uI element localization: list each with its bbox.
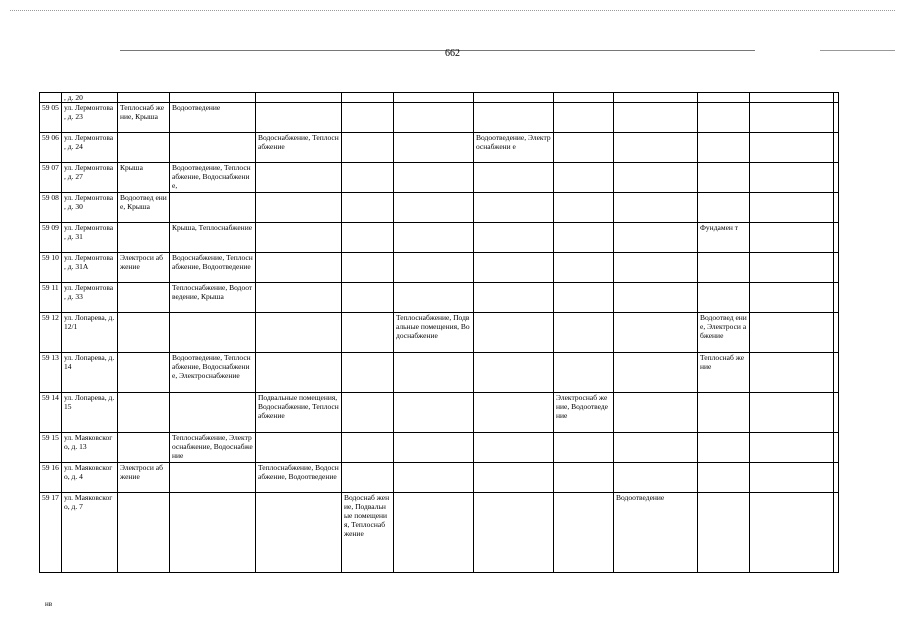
work-type-cell (394, 223, 474, 253)
work-type-cell (170, 393, 256, 433)
work-type-cell (118, 393, 170, 433)
work-type-cell: Водоотведение, Теплоснабжение, Водоснабжение, (170, 163, 256, 193)
work-type-cell (750, 223, 834, 253)
work-type-cell (614, 223, 698, 253)
work-type-cell (118, 133, 170, 163)
address-cell: ул. Лермонтова , д. 23 (62, 103, 118, 133)
row-number-cell: 59 13 (40, 353, 62, 393)
work-type-cell (256, 223, 342, 253)
row-number-cell: 59 12 (40, 313, 62, 353)
address-cell: ул. Маяковског о, д. 7 (62, 493, 118, 573)
work-type-cell (474, 313, 554, 353)
work-type-cell (474, 163, 554, 193)
work-type-cell: Крыша (118, 163, 170, 193)
work-type-cell (554, 223, 614, 253)
work-type-cell (698, 163, 750, 193)
work-type-cell: Электроснаб жение, Водоотведе ние (554, 393, 614, 433)
table-row (40, 103, 839, 133)
work-type-cell (834, 93, 839, 103)
work-type-cell (834, 313, 839, 353)
row-number-cell: 59 06 (40, 133, 62, 163)
table-row (40, 283, 839, 313)
work-type-cell (342, 223, 394, 253)
row-number-cell: 59 05 (40, 103, 62, 133)
work-type-cell (554, 163, 614, 193)
work-type-cell (614, 133, 698, 163)
work-type-cell (474, 463, 554, 493)
work-type-cell (750, 433, 834, 463)
work-type-cell (170, 133, 256, 163)
work-type-cell (394, 283, 474, 313)
work-type-cell: Водоотвед ение, Крыша (118, 193, 170, 223)
work-type-cell (118, 493, 170, 573)
work-type-cell (834, 163, 839, 193)
address-cell: ул. Лопарева, д. 12/1 (62, 313, 118, 353)
row-number-cell: 59 10 (40, 253, 62, 283)
work-type-cell (698, 193, 750, 223)
work-type-cell (834, 193, 839, 223)
work-type-cell (170, 493, 256, 573)
work-type-cell: Электроси абжение (118, 253, 170, 283)
row-number-cell: 59 09 (40, 223, 62, 253)
row-number-cell (40, 93, 62, 103)
work-type-cell (698, 93, 750, 103)
work-type-cell (834, 253, 839, 283)
work-type-cell (750, 353, 834, 393)
work-type-cell (834, 103, 839, 133)
row-number-cell: 59 15 (40, 433, 62, 463)
work-type-cell (750, 313, 834, 353)
row-number-cell: 59 11 (40, 283, 62, 313)
work-type-cell (750, 493, 834, 573)
work-type-cell (698, 493, 750, 573)
work-type-cell (256, 283, 342, 313)
work-type-cell (554, 103, 614, 133)
work-type-cell (554, 93, 614, 103)
work-type-cell (170, 193, 256, 223)
work-type-cell (698, 393, 750, 433)
work-type-cell (474, 103, 554, 133)
work-type-cell (342, 313, 394, 353)
work-type-cell: Водоотведение, Теплоснабжение, Водоснабжение, Электроснабжение (170, 353, 256, 393)
work-type-cell (342, 133, 394, 163)
work-type-cell (698, 103, 750, 133)
work-type-cell (834, 493, 839, 573)
work-type-cell (750, 163, 834, 193)
work-type-cell (342, 353, 394, 393)
work-type-cell (256, 433, 342, 463)
page-number: 662 (445, 48, 460, 59)
work-type-cell: Водоотведение (170, 103, 256, 133)
work-type-cell (750, 283, 834, 313)
work-type-cell (554, 253, 614, 283)
work-type-cell (118, 223, 170, 253)
work-type-cell (170, 463, 256, 493)
work-type-cell (394, 393, 474, 433)
work-type-cell: Фундамен т (698, 223, 750, 253)
work-type-cell (394, 103, 474, 133)
table-row (40, 463, 839, 493)
work-type-cell: Подвальные помещения, Водоснабжение, Теплоснабжение (256, 393, 342, 433)
address-cell: ул. Лермонтова , д. 33 (62, 283, 118, 313)
work-type-cell (834, 223, 839, 253)
work-type-cell (256, 93, 342, 103)
work-type-cell (394, 463, 474, 493)
address-cell: ул. Лермонтова , д. 24 (62, 133, 118, 163)
row-number-cell: 59 16 (40, 463, 62, 493)
repair-schedule-table (39, 92, 839, 573)
work-type-cell (118, 433, 170, 463)
work-type-cell (256, 163, 342, 193)
work-type-cell (474, 253, 554, 283)
address-cell: ул. Маяковског о, д. 4 (62, 463, 118, 493)
work-type-cell: Водоснабжение, Теплоснабжение (256, 133, 342, 163)
work-type-cell (342, 163, 394, 193)
table-row (40, 313, 839, 353)
work-type-cell (474, 223, 554, 253)
address-cell: ул. Лермонтова , д. 27 (62, 163, 118, 193)
work-type-cell (342, 433, 394, 463)
work-type-cell (614, 103, 698, 133)
work-type-cell (256, 253, 342, 283)
work-type-cell (554, 433, 614, 463)
work-type-cell (256, 103, 342, 133)
address-cell: ул. Лермонтова , д. 31А (62, 253, 118, 283)
work-type-cell: Крыша, Теплоснабжение (170, 223, 256, 253)
address-cell: ул. Лермонтова , д. 31 (62, 223, 118, 253)
work-type-cell (834, 353, 839, 393)
work-type-cell (256, 193, 342, 223)
work-type-cell (834, 283, 839, 313)
table-row (40, 393, 839, 433)
table-row (40, 433, 839, 463)
work-type-cell: Водоснаб жение, Подвальн ые помещени я, Теплоснаб жение (342, 493, 394, 573)
work-type-cell (394, 353, 474, 393)
work-type-cell (118, 313, 170, 353)
work-type-cell (394, 133, 474, 163)
work-type-cell (614, 283, 698, 313)
work-type-cell (342, 463, 394, 493)
address-cell: ул. Маяковског о, д. 13 (62, 433, 118, 463)
work-type-cell: Теплоснабжение, Водоснабжение, Водоотведение (256, 463, 342, 493)
work-type-cell: Теплоснабжение, Водоотведение, Крыша (170, 283, 256, 313)
row-number-cell: 59 08 (40, 193, 62, 223)
scan-artifact-line (10, 10, 895, 11)
work-type-cell (614, 313, 698, 353)
table-row (40, 133, 839, 163)
work-type-cell (256, 313, 342, 353)
work-type-cell (750, 463, 834, 493)
work-type-cell (474, 433, 554, 463)
work-type-cell (834, 433, 839, 463)
work-type-cell (170, 313, 256, 353)
work-type-cell (834, 463, 839, 493)
work-type-cell (698, 133, 750, 163)
work-type-cell (342, 393, 394, 433)
work-type-cell (394, 93, 474, 103)
work-type-cell (394, 253, 474, 283)
work-type-cell (474, 283, 554, 313)
row-number-cell: 59 14 (40, 393, 62, 433)
work-type-cell: Водоотведение, Электроснабжени е (474, 133, 554, 163)
work-type-cell (834, 393, 839, 433)
table-row (40, 253, 839, 283)
work-type-cell (554, 313, 614, 353)
row-number-cell: 59 17 (40, 493, 62, 573)
work-type-cell (750, 253, 834, 283)
work-type-cell (614, 353, 698, 393)
work-type-cell (614, 433, 698, 463)
work-type-cell (614, 253, 698, 283)
work-type-cell (614, 163, 698, 193)
table-row (40, 353, 839, 393)
work-type-cell: Электроси абжение (118, 463, 170, 493)
work-type-cell (474, 493, 554, 573)
work-type-cell: Теплоснаб жение (698, 353, 750, 393)
address-cell: ул. Лермонтова , д. 30 (62, 193, 118, 223)
work-type-cell (698, 283, 750, 313)
work-type-cell (474, 193, 554, 223)
work-type-cell (394, 193, 474, 223)
work-type-cell (474, 93, 554, 103)
row-number-cell: 59 07 (40, 163, 62, 193)
table-row (40, 223, 839, 253)
work-type-cell (118, 283, 170, 313)
work-type-cell (698, 463, 750, 493)
work-type-cell (614, 93, 698, 103)
work-type-cell (614, 193, 698, 223)
work-type-cell (118, 353, 170, 393)
work-type-cell (342, 193, 394, 223)
work-type-cell: Водоотведение (614, 493, 698, 573)
work-type-cell (118, 93, 170, 103)
work-type-cell (698, 433, 750, 463)
work-type-cell (342, 283, 394, 313)
work-type-cell (394, 493, 474, 573)
work-type-cell (750, 103, 834, 133)
work-type-cell (614, 463, 698, 493)
work-type-cell (750, 93, 834, 103)
work-type-cell (474, 393, 554, 433)
work-type-cell (256, 353, 342, 393)
work-type-cell: Теплоснабжение, Подвальные помещения, Водоснабжение (394, 313, 474, 353)
address-cell: ул. Лопарева, д. 14 (62, 353, 118, 393)
work-type-cell (256, 493, 342, 573)
work-type-cell (698, 253, 750, 283)
work-type-cell (342, 93, 394, 103)
work-type-cell (394, 163, 474, 193)
work-type-cell (342, 253, 394, 283)
work-type-cell: Водоотвед ение, Электроси абжение (698, 313, 750, 353)
table-row (40, 493, 839, 573)
work-type-cell (834, 133, 839, 163)
work-type-cell: Водоснабжение, Теплоснабжение, Водоотведение (170, 253, 256, 283)
address-cell: , д. 20 (62, 93, 118, 103)
footer-mark: нв (45, 600, 53, 608)
table-row (40, 193, 839, 223)
work-type-cell (750, 193, 834, 223)
work-type-cell (750, 393, 834, 433)
work-type-cell: Теплоснабжение, Электроснабжение, Водоснабжение (170, 433, 256, 463)
work-type-cell (170, 93, 256, 103)
table-row (40, 163, 839, 193)
address-cell: ул. Лопарева, д. 15 (62, 393, 118, 433)
work-type-cell (554, 463, 614, 493)
work-type-cell (554, 493, 614, 573)
work-type-cell (554, 133, 614, 163)
work-type-cell (554, 283, 614, 313)
work-type-cell (394, 433, 474, 463)
work-type-cell (554, 193, 614, 223)
work-type-cell (614, 393, 698, 433)
work-type-cell (750, 133, 834, 163)
work-type-cell (474, 353, 554, 393)
table-row (40, 93, 839, 103)
work-type-cell (342, 103, 394, 133)
work-type-cell: Теплоснаб жение, Крыша (118, 103, 170, 133)
work-type-cell (554, 353, 614, 393)
